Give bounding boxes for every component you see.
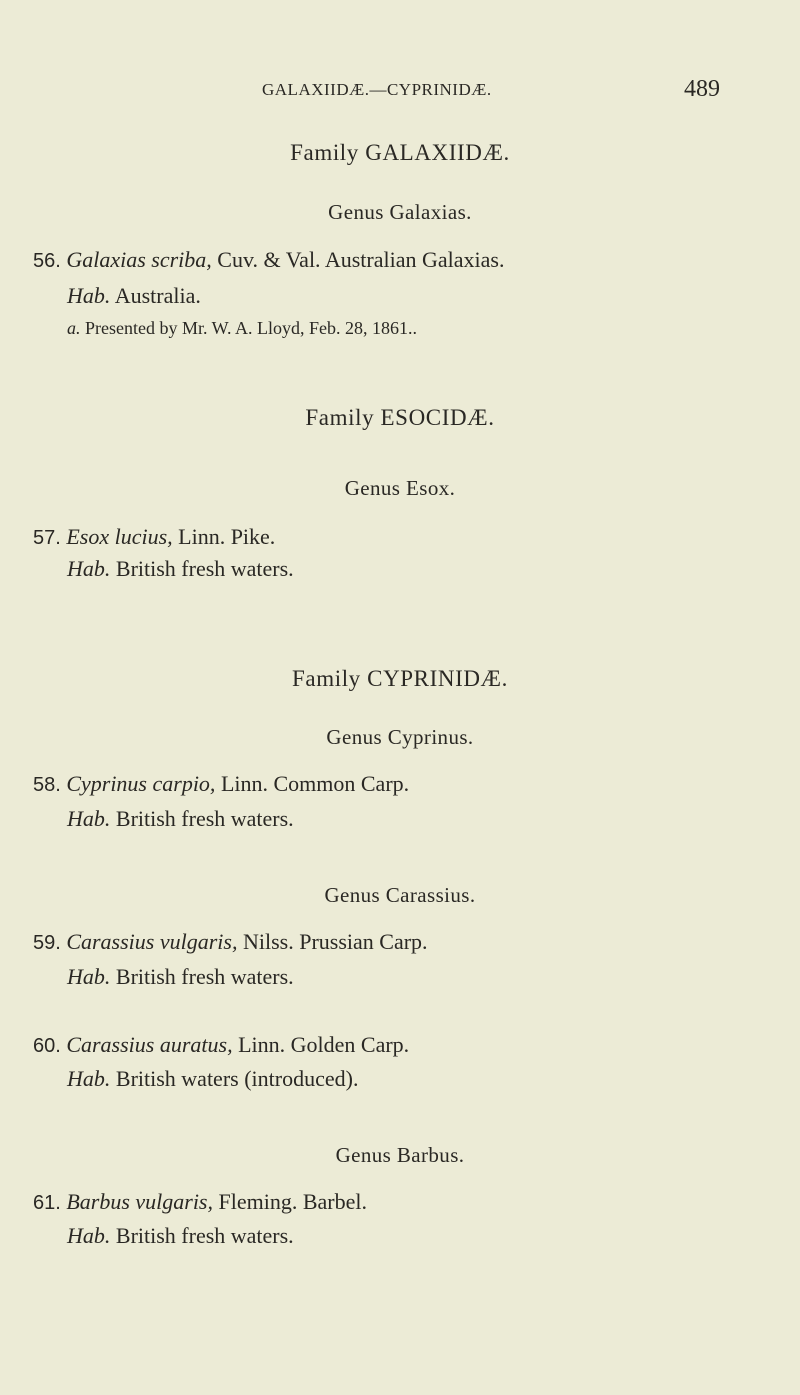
running-head bbox=[0, 76, 800, 106]
species-name: Cyprinus carpio, bbox=[66, 771, 216, 796]
hab-text: British fresh waters. bbox=[115, 806, 294, 831]
entry-number: 60. bbox=[33, 1035, 61, 1057]
entry-number: 58. bbox=[33, 774, 61, 796]
specimen-text: Presented by Mr. W. A. Lloyd, Feb. 28, 1861.. bbox=[85, 318, 417, 338]
hab-label: Hab. bbox=[67, 556, 111, 581]
hab-text: British fresh waters. bbox=[115, 964, 294, 989]
hab-text: British waters (introduced). bbox=[115, 1066, 359, 1091]
hab-label: Hab. bbox=[67, 806, 111, 831]
running-title: GALAXIIDÆ.—CYPRINIDÆ. bbox=[262, 80, 492, 99]
entry-60 bbox=[33, 1032, 409, 1058]
genus-heading-barbus: Genus Barbus. bbox=[335, 1143, 465, 1167]
species-name: Carassius auratus, bbox=[66, 1032, 233, 1057]
authority-common-name: Fleming. Barbel. bbox=[218, 1189, 367, 1214]
entry-number: 57. bbox=[33, 527, 61, 549]
entry-59 bbox=[33, 929, 428, 955]
habitat-57 bbox=[67, 556, 294, 582]
genus-heading-cyprinus: Genus Cyprinus. bbox=[326, 725, 474, 749]
species-name: Galaxias scriba, bbox=[66, 247, 212, 272]
entry-61 bbox=[33, 1189, 367, 1215]
habitat-58 bbox=[67, 806, 294, 832]
species-name: Carassius vulgaris, bbox=[66, 929, 238, 954]
hab-label: Hab. bbox=[67, 1066, 111, 1091]
specimen-56a bbox=[67, 318, 417, 339]
hab-label: Hab. bbox=[67, 283, 111, 308]
family-heading-esocidae: Family ESOCIDÆ. bbox=[305, 405, 495, 430]
entry-58 bbox=[33, 771, 409, 797]
authority-common-name: Linn. Pike. bbox=[178, 524, 276, 549]
authority-common-name: Cuv. & Val. Australian Galaxias. bbox=[217, 247, 505, 272]
specimen-letter: a. bbox=[67, 318, 81, 338]
hab-label: Hab. bbox=[67, 964, 111, 989]
entry-57 bbox=[33, 524, 275, 550]
page-number: 489 bbox=[684, 76, 720, 102]
family-heading-galaxiidae: Family GALAXIIDÆ. bbox=[290, 140, 510, 165]
authority-common-name: Linn. Common Carp. bbox=[220, 771, 410, 796]
authority-common-name: Linn. Golden Carp. bbox=[238, 1032, 410, 1057]
entry-number: 61. bbox=[33, 1192, 61, 1214]
entry-56 bbox=[33, 247, 504, 273]
hab-text: British fresh waters. bbox=[115, 556, 294, 581]
entry-number: 59. bbox=[33, 932, 61, 954]
habitat-61 bbox=[67, 1223, 294, 1249]
habitat-60 bbox=[67, 1066, 358, 1092]
entry-number: 56. bbox=[33, 250, 61, 272]
species-name: Barbus vulgaris, bbox=[66, 1189, 213, 1214]
genus-heading-carassius: Genus Carassius. bbox=[324, 883, 476, 907]
genus-heading-esox: Genus Esox. bbox=[344, 476, 456, 500]
family-heading-cyprinidae: Family CYPRINIDÆ. bbox=[292, 666, 508, 691]
hab-text: Australia. bbox=[114, 283, 201, 308]
habitat-59 bbox=[67, 964, 294, 990]
hab-label: Hab. bbox=[67, 1223, 111, 1248]
species-name: Esox lucius, bbox=[66, 524, 173, 549]
habitat-56 bbox=[67, 283, 201, 309]
hab-text: British fresh waters. bbox=[115, 1223, 294, 1248]
authority-common-name: Nilss. Prussian Carp. bbox=[242, 929, 428, 954]
genus-heading-galaxias: Genus Galaxias. bbox=[328, 200, 472, 224]
